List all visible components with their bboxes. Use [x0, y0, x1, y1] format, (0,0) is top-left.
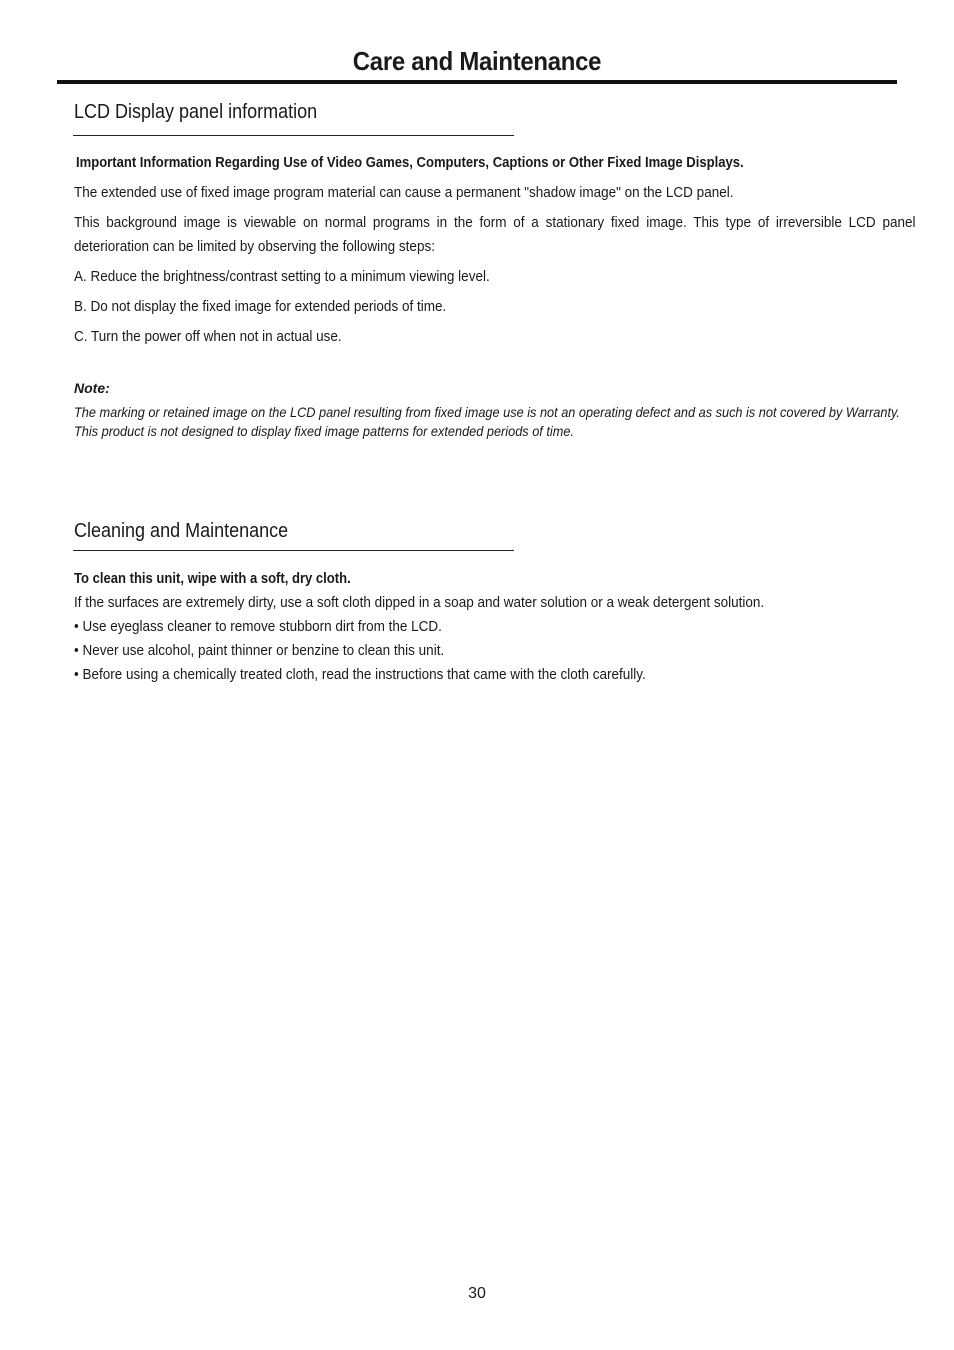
- cleaning-bold-line: To clean this unit, wipe with a soft, dry cloth.: [74, 571, 351, 587]
- cleaning-section-divider: [73, 550, 514, 551]
- important-info-heading: Important Information Regarding Use of Video Games, Computers, Captions or Other Fixed Image Displays.: [76, 155, 744, 171]
- cleaning-bullet-1: • Use eyeglass cleaner to remove stubborn dirt from the LCD.: [74, 618, 442, 635]
- page-title: Care and Maintenance: [352, 46, 602, 76]
- cleaning-paragraph: If the surfaces are extremely dirty, use a soft cloth dipped in a soap and water solution or a weak detergent solution.: [74, 594, 765, 611]
- lcd-paragraph-1: The extended use of fixed image program material can cause a permanent "shadow image" on the LCD panel.: [74, 184, 734, 201]
- cleaning-bullet-3: • Before using a chemically treated cloth, read the instructions that came with the cloth carefully.: [74, 666, 646, 683]
- note-label: Note:: [74, 380, 110, 396]
- title-divider: [57, 80, 897, 84]
- lcd-section-divider: [73, 135, 514, 136]
- note-text: The marking or retained image on the LCD panel resulting from fixed image use is not an operating defect and as such is not covered by Warranty. This product is not designed to display fixed image patterns for extended periods of time.: [74, 404, 900, 439]
- step-c: C. Turn the power off when not in actual use.: [74, 328, 342, 345]
- page-number: 30: [468, 1285, 486, 1302]
- step-b: B. Do not display the fixed image for extended periods of time.: [74, 298, 447, 315]
- lcd-section-heading: LCD Display panel information: [74, 101, 318, 123]
- cleaning-bullet-2: • Never use alcohol, paint thinner or benzine to clean this unit.: [74, 642, 445, 659]
- lcd-paragraph-2: This background image is viewable on normal programs in the form of a stationary fixed image. This type of irreversible LCD panel deterioration can be limited by observing the following steps:: [74, 214, 916, 255]
- cleaning-section-heading: Cleaning and Maintenance: [74, 520, 289, 542]
- step-a: A. Reduce the brightness/contrast setting to a minimum viewing level.: [74, 268, 490, 285]
